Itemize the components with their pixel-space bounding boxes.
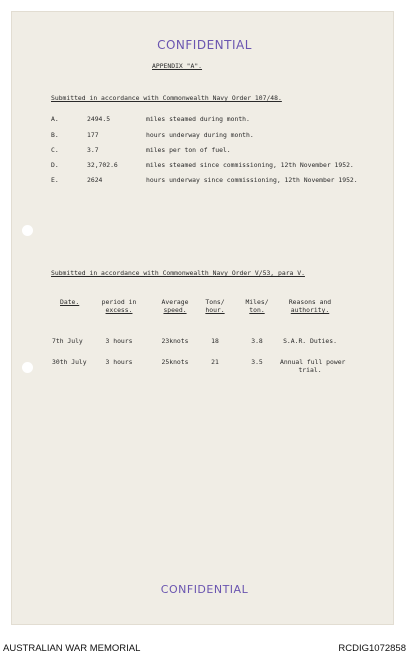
table-cell-miles: 3.8: [251, 337, 263, 345]
column-header-date: Date.: [60, 298, 80, 306]
item-value: 32,702.6: [87, 161, 118, 169]
item-text: hours underway during month.: [146, 131, 254, 139]
table-cell-speed: 25knots: [161, 358, 189, 366]
column-header-line: hour.: [205, 306, 225, 314]
item-letter: C.: [51, 146, 59, 154]
item-letter: E.: [51, 176, 59, 184]
table-cell-period: 3 hours: [105, 337, 133, 345]
table-cell-reason-line: Annual full power: [280, 358, 346, 366]
column-header-period: [95, 298, 143, 314]
column-header-reasons: [280, 298, 340, 314]
section1-heading: Submitted in accordance with Commonwealth Navy Order 107/48.: [51, 94, 282, 102]
item-value: 2624: [87, 176, 103, 184]
column-header-line: Average: [161, 298, 189, 306]
column-header-speed: [155, 298, 195, 314]
table-cell-period: 3 hours: [105, 358, 133, 366]
table-cell-tons: 21: [211, 358, 219, 366]
column-header-line: period in: [101, 298, 137, 306]
column-header-line: Miles/: [245, 298, 269, 306]
column-header-line: Reasons and: [288, 298, 332, 306]
section2-heading: Submitted in accordance with Commonwealth Navy Order V/53, para V.: [51, 269, 305, 277]
document-page: [12, 12, 393, 624]
item-value: 2494.5: [87, 115, 111, 123]
table-cell-reason-line: trial.: [298, 366, 322, 374]
item-letter: A.: [51, 115, 59, 123]
confidential-stamp-bottom: CONFIDENTIAL: [160, 583, 249, 596]
column-header-line: speed.: [163, 306, 187, 314]
item-value: 3.7: [87, 146, 99, 154]
confidential-stamp-top: CONFIDENTIAL: [157, 38, 252, 52]
item-text: miles steamed during month.: [146, 115, 250, 123]
item-text: miles per ton of fuel.: [146, 146, 231, 154]
punch-hole: [22, 225, 33, 236]
item-letter: B.: [51, 131, 59, 139]
column-header-line: authority.: [290, 306, 330, 314]
item-text: miles steamed since commissioning, 12th November 1952.: [146, 161, 354, 169]
footer-record-id: RCDIG1072858: [338, 643, 406, 654]
table-cell-reason: [280, 358, 346, 374]
column-header-line: Tons/: [205, 298, 225, 306]
table-cell-tons: 18: [211, 337, 219, 345]
item-text: hours underway since commissioning, 12th November 1952.: [146, 176, 358, 184]
item-letter: D.: [51, 161, 59, 169]
column-header-line: excess.: [105, 306, 133, 314]
footer-source: AUSTRALIAN WAR MEMORIAL: [3, 643, 141, 654]
table-cell-speed: 23knots: [161, 337, 189, 345]
table-cell-date: 7th July: [52, 337, 83, 345]
table-cell-date: 30th July: [52, 358, 87, 366]
column-header-tons: [200, 298, 230, 314]
column-header-miles: [240, 298, 274, 314]
column-header-line: ton.: [249, 306, 265, 314]
table-cell-miles: 3.5: [251, 358, 263, 366]
punch-hole: [22, 362, 33, 373]
table-cell-reason: S.A.R. Duties.: [283, 337, 337, 345]
appendix-title: APPENDIX "A".: [152, 62, 203, 70]
item-value: 177: [87, 131, 99, 139]
